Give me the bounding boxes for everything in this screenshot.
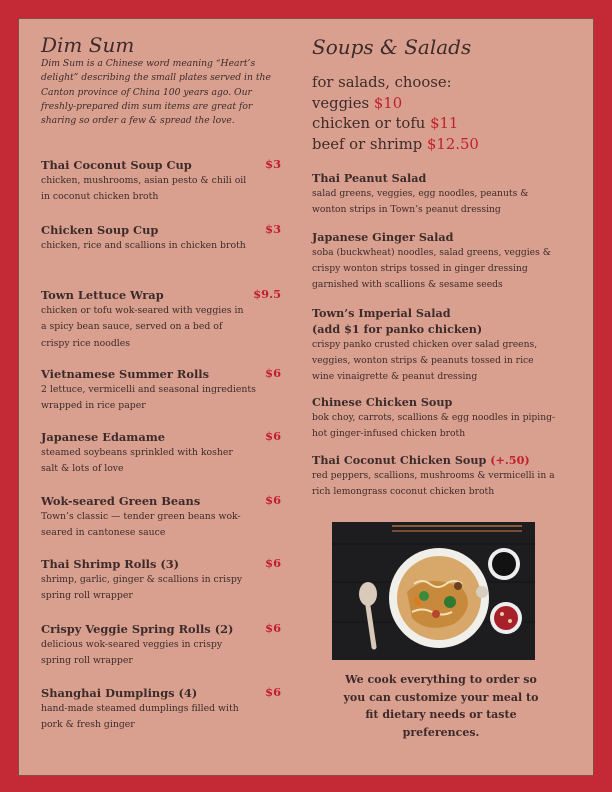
item-price: $3 (265, 222, 281, 236)
menu-item (41, 685, 281, 734)
item-description: chicken or tofu wok-seared with veggies in a spicy bean sauce, served on a bed of crispy rice noodles (41, 305, 244, 349)
item-description: Town’s classic — tender green beans wok-seared in cantonese sauce (41, 511, 241, 539)
soup-salad-item (312, 305, 557, 386)
item-name: Wok-seared Green Beans (41, 494, 201, 508)
item-description: delicious wok-seared veggies in crispy spring roll wrapper (41, 639, 223, 667)
choose-heading: for salads, choose: (312, 74, 452, 91)
choice-label: veggies (312, 94, 370, 112)
choice-row (312, 114, 479, 135)
item-price: $9.5 (253, 287, 281, 301)
dimsum-intro: Dim Sum is a Chinese word meaning “Heart’s delight” describing the small plates served in the Canton province of China 100 years ago. Our freshly-prepared dim sum items are great for sharing so order a few & spread the love. (41, 58, 271, 127)
menu-page (18, 18, 594, 776)
item-name-row (312, 452, 557, 468)
item-name: Chinese Chicken Soup (312, 395, 453, 409)
choice-price: $10 (373, 94, 403, 112)
noodle-bowl-photo (332, 522, 535, 660)
item-note: (+.50) (490, 453, 530, 467)
item-price: $6 (265, 429, 281, 443)
choice-label: beef or shrimp (312, 135, 423, 153)
choice-price: $12.50 (427, 135, 479, 153)
item-description: hand-made steamed dumplings filled with pork & fresh ginger (41, 703, 239, 731)
item-price: $6 (265, 366, 281, 380)
menu-item (41, 621, 281, 670)
noodle-bowl-illustration (332, 522, 535, 660)
item-description: salad greens, veggies, egg noodles, peanuts & wonton strips in Town’s peanut dressing (312, 188, 529, 216)
item-price: $6 (265, 621, 281, 635)
item-price: $3 (265, 157, 281, 171)
item-name: Shanghai Dumplings (4) (41, 686, 198, 700)
item-description: crispy panko crusted chicken over salad greens, veggies, wonton strips & peanuts tossed in rice wine vinaigrette & peanut dressing (312, 339, 538, 383)
item-description: chicken, rice and scallions in chicken broth (41, 240, 246, 251)
item-name: Japanese Edamame (41, 430, 166, 444)
choice-price: $11 (430, 115, 459, 132)
item-note: (add $1 for panko chicken) (312, 322, 483, 336)
choice-label: chicken or tofu (312, 115, 426, 132)
item-name: Vietnamese Summer Rolls (41, 367, 210, 381)
item-name: Town’s Imperial Salad (312, 306, 451, 320)
footer-note: We cook everything to order so you can customize your meal to fit dietary needs or taste preferences. (343, 673, 539, 739)
item-description: shrimp, garlic, ginger & scallions in crispy spring roll wrapper (41, 574, 243, 602)
item-description: bok choy, carrots, scallions & egg noodles in piping-hot ginger-infused chicken broth (312, 412, 556, 440)
item-price: $6 (265, 556, 281, 570)
item-description: chicken, mushrooms, asian pesto & chili oil in coconut chicken broth (41, 175, 247, 203)
item-description: steamed soybeans sprinkled with kosher salt & lots of love (41, 447, 233, 475)
item-name: Japanese Ginger Salad (312, 230, 454, 244)
item-description: 2 lettuce, vermicelli and seasonal ingredients wrapped in rice paper (41, 384, 256, 412)
soup-salad-item (312, 452, 557, 500)
menu-item (41, 493, 281, 542)
item-price: $6 (265, 685, 281, 699)
item-name: Thai Coconut Chicken Soup (312, 453, 487, 467)
item-name: Chicken Soup Cup (41, 223, 159, 237)
menu-item (41, 429, 281, 478)
item-name: Thai Peanut Salad (312, 171, 427, 185)
item-name: Thai Coconut Soup Cup (41, 158, 192, 172)
item-description: red peppers, scallions, mushrooms & vermicelli in a rich lemongrass coconut chicken broth (312, 470, 555, 498)
menu-item (41, 366, 281, 415)
soup-salad-item (312, 229, 557, 294)
menu-item (41, 222, 281, 254)
item-name: Thai Shrimp Rolls (3) (41, 557, 180, 571)
dimsum-title: Dim Sum (41, 33, 135, 57)
choice-row (312, 94, 479, 115)
menu-item (41, 556, 281, 605)
item-price: $6 (265, 493, 281, 507)
item-name: Crispy Veggie Spring Rolls (2) (41, 622, 234, 636)
item-description: soba (buckwheat) noodles, salad greens, veggies & crispy wonton strips tossed in ginger dressing garnished with scallions & sesame seeds (312, 247, 551, 291)
soups-title: Soups & Salads (312, 35, 472, 59)
choice-row (312, 135, 479, 156)
salad-choices (312, 73, 479, 155)
soup-salad-item (312, 170, 557, 218)
soup-salad-item (312, 394, 557, 442)
menu-item (41, 157, 281, 206)
item-name: Town Lettuce Wrap (41, 288, 164, 302)
menu-item (41, 287, 281, 352)
